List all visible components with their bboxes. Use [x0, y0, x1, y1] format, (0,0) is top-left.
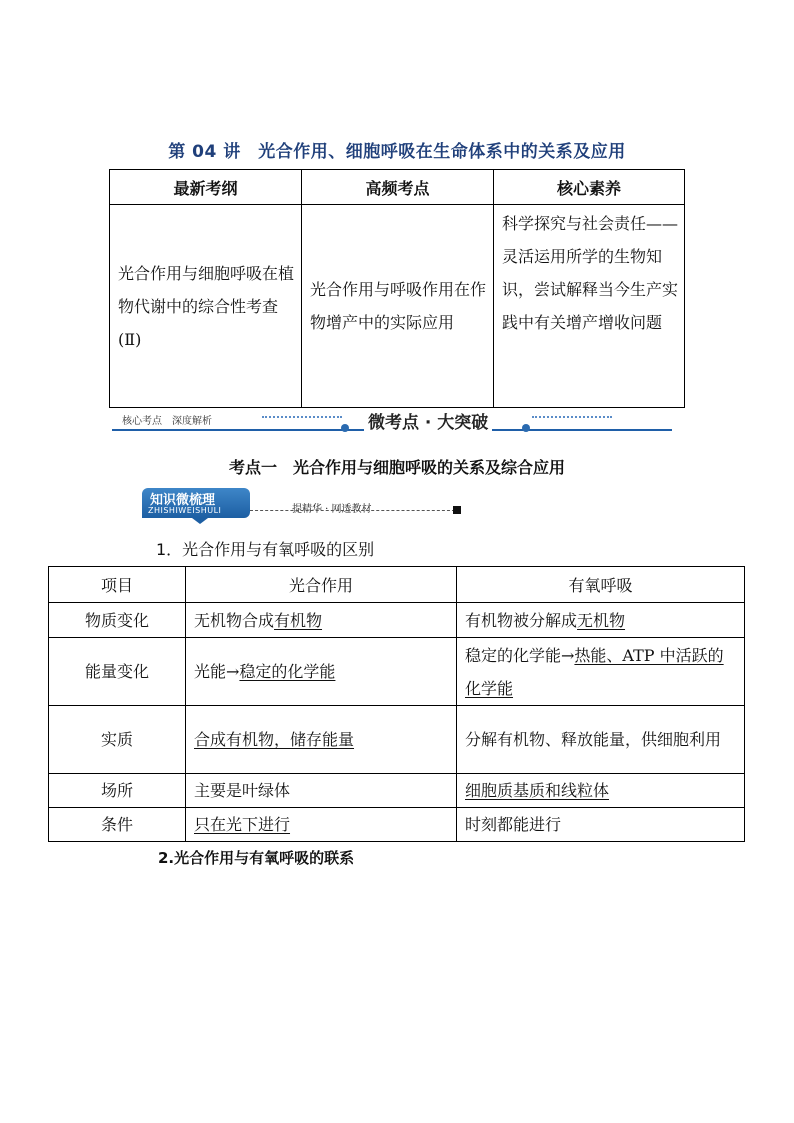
- table2-photo-cell: [186, 603, 457, 638]
- cell-text: 时刻都能进行: [465, 815, 562, 834]
- table2-photo-cell: [186, 774, 457, 808]
- table2-resp-cell: [457, 774, 745, 808]
- table2-row-label: 物质变化: [49, 603, 186, 638]
- tag-subtitle: 提精华 · 网透教材: [292, 504, 372, 515]
- tag-title: 知识微梳理: [150, 493, 216, 508]
- cell-text: 主要是叶绿体: [194, 781, 291, 800]
- table2-resp-cell: [457, 638, 745, 706]
- table1-cell-hotspot: 光合作用与呼吸作用在作物增产中的实际应用: [302, 205, 494, 408]
- comparison-table: [48, 566, 745, 842]
- cell-text: 无机物合成: [194, 610, 275, 630]
- cell-answer: 细胞质基质和线粒体: [465, 781, 610, 800]
- cell-text: 分解有机物、释放能量，供细胞利用: [465, 730, 722, 749]
- cell-answer: 有机物: [274, 610, 323, 630]
- tag-square-icon: [453, 506, 461, 514]
- table2-resp-cell: [457, 808, 745, 842]
- cell-answer: 稳定的化学能: [239, 662, 336, 681]
- table2-row-label: 条件: [49, 808, 186, 842]
- table2-row-label: 实质: [49, 706, 186, 774]
- tag-rule: [250, 510, 455, 511]
- table2-photo-cell: [186, 706, 457, 774]
- banner-center-text: 微考点 · 大突破: [364, 408, 492, 433]
- cell-answer: 热能、ATP 中活跃的化学能: [465, 645, 724, 698]
- knowledge-tag: [142, 488, 462, 522]
- table2-photo-cell: [186, 638, 457, 706]
- table1-header-literacy: 核心素养: [494, 170, 685, 205]
- banner-dot-left-icon: [341, 424, 349, 432]
- tag-box: [142, 488, 250, 518]
- table2-header-item: 项目: [49, 567, 186, 603]
- table1-header-outline: 最新考纲: [110, 170, 302, 205]
- table1-header-hotspot: 高频考点: [302, 170, 494, 205]
- banner-dots-left: [262, 416, 342, 424]
- cell-text: 有机物被分解成: [465, 610, 578, 630]
- section-heading: 考点一 光合作用与细胞呼吸的关系及综合应用: [228, 458, 565, 477]
- banner-dots-right: [532, 416, 612, 424]
- subheading-difference: 1．光合作用与有氧呼吸的区别: [156, 540, 375, 559]
- cell-answer: 只在光下进行: [194, 815, 291, 834]
- cell-answer: 无机物: [577, 610, 626, 630]
- table2-resp-cell: [457, 603, 745, 638]
- subheading-connection: 2.光合作用与有氧呼吸的联系: [158, 849, 355, 867]
- table2-header-respiration: 有氧呼吸: [457, 567, 745, 603]
- section-banner: [112, 410, 672, 436]
- table2-row-label: 场所: [49, 774, 186, 808]
- table1-cell-literacy: 科学探究与社会责任——灵活运用所学的生物知识，尝试解释当今生产实践中有关增产增收问题: [494, 205, 685, 408]
- cell-text: 光能→: [194, 662, 240, 681]
- table2-row-label: 能量变化: [49, 638, 186, 706]
- banner-left-text: 核心考点 深度解析: [122, 416, 212, 427]
- page-title: 第 04 讲 光合作用、细胞呼吸在生命体系中的关系及应用: [168, 142, 626, 162]
- table2-header-photosynthesis: 光合作用: [186, 567, 457, 603]
- cell-text: 稳定的化学能→: [465, 645, 575, 665]
- table2-photo-cell: [186, 808, 457, 842]
- table2-resp-cell: [457, 706, 745, 774]
- cell-answer: 合成有机物，储存能量: [194, 730, 355, 749]
- banner-dot-right-icon: [522, 424, 530, 432]
- tag-notch-icon: [192, 518, 208, 524]
- tag-pinyin: ZHISHIWEISHULI: [148, 506, 222, 515]
- table1-cell-outline: 光合作用与细胞呼吸在植物代谢中的综合性考查(Ⅱ): [110, 205, 302, 408]
- exam-outline-table: [109, 169, 685, 408]
